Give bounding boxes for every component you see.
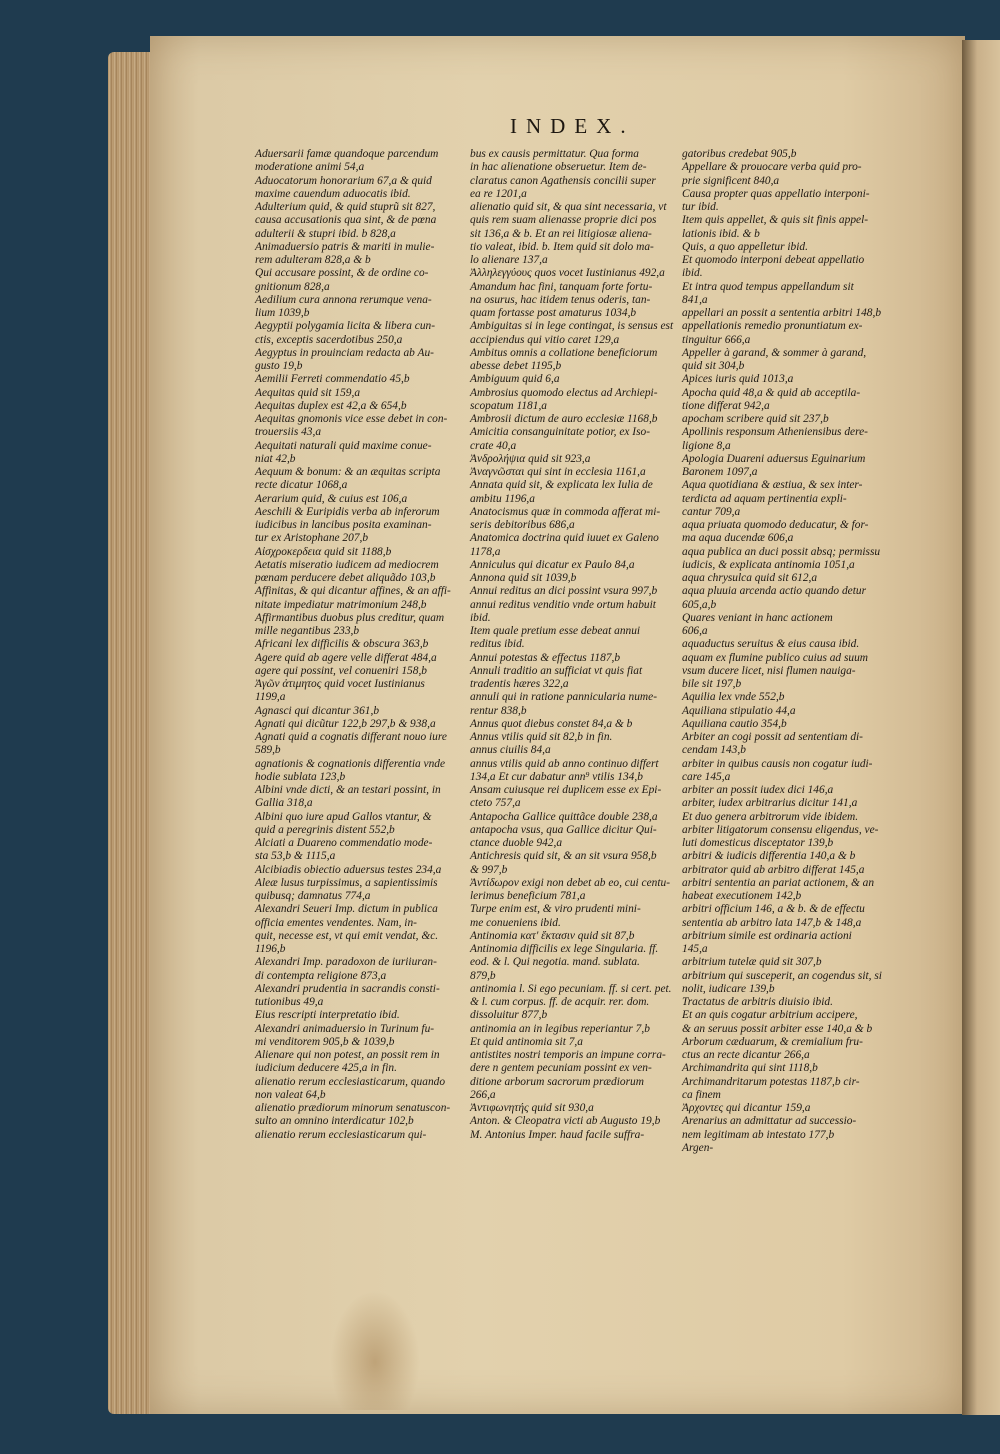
index-entry: Aeschili & Euripidis verba ab inferorum iudicibus in lancibus posita examinan- tur ex Aristophane 207,b <box>255 505 440 545</box>
index-entry: agnationis & cognationis differentia vnde hodie sublata 123,b <box>255 757 446 783</box>
index-entry: Agere quid ab agere velle differat 484,a agere qui possint, vel conueniri 158,b <box>255 651 437 677</box>
index-entry: Ambrosius quomodo electus ad Archiepi- scopatum 1181,a <box>470 386 658 412</box>
index-entry: arbitrium qui susceperit, an cogendus sit, si nolit, iudicare 139,b <box>682 969 882 995</box>
index-entry: Quares veniant in hanc actionem 606,a <box>682 611 833 637</box>
water-stain <box>330 1290 420 1410</box>
index-entry: aqua priuata quomodo deducatur, & for- ma aqua ducendæ 606,a <box>682 519 869 545</box>
index-entry: Antinomia difficilis ex lege Singularia. ff. eod. & l. Qui negotia. mand. sublata. 879,b <box>470 943 659 982</box>
index-entry: Arborum cæduarum, & cremialium fru- ctus an recte dicantur 266,a <box>682 1035 863 1061</box>
index-entry: Aequitas gnomonis vice esse debet in con- trouersiis 43,a <box>255 413 448 439</box>
index-entry: Ambitus omnis a collatione beneficiorum abesse debet 1195,b <box>470 346 658 372</box>
index-entry: Ἀρχοντες qui dicantur 159,a <box>682 1102 811 1114</box>
index-entry: Aequitas duplex est 42,a & 654,b <box>255 399 407 412</box>
index-entry: Alexandri animaduersio in Turinum fu- mi venditorem 905,b & 1039,b <box>255 1022 435 1048</box>
index-entry: Affinitas, & qui dicantur affines, & an affi- nitate impediatur matrimonium 248,b <box>255 585 451 611</box>
index-entry: Albini vnde dicti, & an testari possint, in Gallia 318,a <box>255 784 441 810</box>
index-entry: Alcibiadis obiectio aduersus testes 234,a <box>255 863 442 876</box>
index-entry: Annona quid sit 1039,b <box>470 572 577 584</box>
index-entry: bus ex causis permittatur. Qua forma in hac alienatione obseruetur. Item de- claratus canon Agathensis concilii super ea re 1201,a <box>470 148 656 200</box>
index-entry: Alexandri Imp. paradoxon de iuriiuran- di contempta religione 873,a <box>255 956 437 982</box>
index-entry: M. Antonius Imper. haud facile suffra- <box>470 1128 645 1141</box>
index-entry: Agnati qui dicũtur 122,b 297,b & 938,a <box>255 717 436 730</box>
index-entry: antinomia an in legibus reperiantur 7,b Et quid antinomia sit 7,a <box>470 1022 650 1048</box>
index-entry: Aquilia lex vnde 552,b <box>682 691 785 704</box>
index-entry: Anniculus qui dicatur ex Paulo 84,a <box>470 558 635 571</box>
index-entry: Aleæ lusus turpissimus, a sapientissimis quibusq; damnatus 774,a <box>255 876 438 902</box>
index-entry: Antichresis quid sit, & an sit vsura 958,b & 997,b <box>470 850 657 876</box>
index-entry: Aquiliana cautio 354,b <box>682 717 787 730</box>
index-entry: aqua pluuia arcenda actio quando detur 605,a,b <box>682 585 867 611</box>
index-entry: Et an quis cogatur arbitrium accipere, & an seruus possit arbiter esse 140,a & b <box>682 1009 873 1035</box>
index-entry: Affirmantibus duobus plus creditur, quam mille negantibus 233,b <box>255 611 445 637</box>
index-entry: Ἀνδρολήψια quid sit 923,a <box>470 452 591 465</box>
index-column-3 <box>682 148 904 1155</box>
index-entry: Aedilium cura annona rerumque vena- lium 1039,b <box>255 293 432 319</box>
index-entry: Aduocatorum honorarium 67,a & quid maxime cauendum aduocatis ibid. <box>255 174 432 200</box>
index-entry: Anatocismus quæ in commoda afferat mi- seris debitoribus 686,a <box>470 505 661 531</box>
index-entry: Alciati a Duareno commendatio mode- sta 53,b & 1115,a <box>255 837 433 863</box>
index-entry: Alexandri Seueri Imp. dictum in publica officia ementes vendentes. Nam, in- quit, necesse est, vt qui emit vendat, &c. 1196,b <box>255 903 439 955</box>
index-entry: Aqua quotidiana & æstiua, & sex inter- terdicta ad aquam pertinentia expli- cantur 709,a <box>682 479 863 518</box>
index-entry: arbiter, iudex arbitrarius dicitur 141,a Et duo genera arbitrorum vide ibidem. <box>682 797 859 823</box>
index-entry: Ἀντίδωρον exigi non debet ab eo, cui centu- lerimus beneficium 781,a <box>470 876 670 902</box>
index-entry: Antapocha Gallice quittãce double 238,a antapocha vsus, qua Gallice dicitur Qui- ctance duoble 942,a <box>470 810 658 849</box>
index-entry: Aetatis miseratio iudicem ad mediocrem pœnam perducere debet aliquãdo 103,b <box>255 558 439 584</box>
index-entry: annus vtilis quid ab anno continuo differt 134,a Et cur dabatur ann⁹ vtilis 134,b <box>470 757 659 783</box>
facing-page-edge <box>962 40 1000 1415</box>
index-entry: Apologia Duareni aduersus Eguinarium Baronem 1097,a <box>682 452 866 478</box>
index-entry: alienatio quid sit, & qua sint necessaria, vt quis rem suam alienasse proprie dici pos sit 136,a & b. Et an rei litigiosæ aliena- tio valeat, ibid. b. Item quid sit dolo ma- lo alienare 137,a <box>470 201 667 266</box>
index-entry: Ἀλληλεγγύους quos vocet Iustinianus 492,a <box>470 267 665 280</box>
index-entry: Aduersarii famæ quandoque parcendum moderatione animi 54,a <box>255 148 439 174</box>
index-entry: Ἀναγνῶσται qui sint in ecclesia 1161,a <box>470 466 646 478</box>
index-entry: Alexandri prudentia in sacrandis consti- tutionibus 49,a <box>255 982 440 1008</box>
index-entry: Anton. & Cleopatra victi ab Augusto 19,b <box>470 1115 661 1128</box>
index-entry: arbiter an possit iudex dici 146,a <box>682 784 834 796</box>
index-entry: alienatio rerum ecclesiasticarum, quando non valeat 64,b <box>255 1075 446 1101</box>
index-entry: Appeller à garand, & sommer à garand, quid sit 304,b <box>682 346 867 372</box>
index-entry: Argen- <box>682 1141 714 1154</box>
index-entry: Item quis appellet, & quis sit finis appel- lationis ibid. & b <box>682 214 869 240</box>
index-entry: Ambiguum quid 6,a <box>470 373 560 386</box>
index-entry: arbitri & iudicis differentia 140,a & b <box>682 850 856 863</box>
index-entry: Adulterium quid, & quid stuprũ sit 827, causa accusationis qua sint, & de pœna adulterii & stupri ibid. b 828,a <box>255 201 437 240</box>
page-title: INDEX. <box>510 114 635 138</box>
index-entry: aqua publica an duci possit absq; permissu iudicis, & explicata antinomia 1051,a <box>682 545 881 571</box>
index-entry: Appellare & prouocare verba quid pro- prie significent 840,a <box>682 161 862 187</box>
index-entry: alienatio rerum ecclesiasticarum qui- <box>255 1128 427 1141</box>
index-entry: Amandum hac fini, tanquam forte fortu- na osurus, hac itidem tenus oderis, tan- quam fortasse post amaturus 1034,b <box>470 280 653 319</box>
index-entry: aqua chrysulca quid sit 612,a <box>682 572 818 584</box>
index-entry: apocham scribere quid sit 237,b <box>682 413 829 425</box>
index-entry: Aequitati naturali quid maxime conue- niat 42,b <box>255 439 432 465</box>
index-entry: Tractatus de arbitris diuisio ibid. <box>682 996 833 1008</box>
index-entry: Archimandrita qui sint 1118,b <box>682 1062 818 1075</box>
index-entry: Arenarius an admittatur ad successio- nem legitimam ab intestato 177,b <box>682 1115 857 1141</box>
index-column-2 <box>470 148 688 1142</box>
index-entry: Apollinis responsum Atheniensibus dere- ligione 8,a <box>682 426 868 452</box>
index-entry: Ansam cuiusque rei duplicem esse ex Epi- cteto 757,a <box>470 784 662 810</box>
index-entry: Eius rescripti interpretatio ibid. <box>255 1009 400 1022</box>
index-entry: Arbiter an cogi possit ad sententiam di- cendam 143,b <box>682 731 863 757</box>
index-entry: arbitrator quid ab arbitro differat 145,a <box>682 863 865 876</box>
index-entry: Apices iuris quid 1013,a <box>682 373 794 386</box>
index-entry: arbitri sententia an pariat actionem, & an habeat executionem 142,b <box>682 876 875 902</box>
index-entry: Archimandritarum potestas 1187,b cir- ca finem <box>682 1075 860 1101</box>
index-entry: Annus vtilis quid sit 82,b in fin. annus ciuilis 84,a <box>470 731 613 757</box>
index-entry: Annuli traditio an sufficiat vt quis fiat tradentis hæres 322,a <box>470 664 643 690</box>
index-entry: Ambrosii dictum de auro ecclesiæ 1168,b <box>470 413 658 425</box>
index-entry: antinomia l. Si ego pecuniam. ff. si cert. pet. & l. cum corpus. ff. de acquir. rer. dom. dissoluitur 877,b <box>470 982 672 1022</box>
index-entry: Amicitia consanguinitate potior, ex Iso- crate 40,a <box>470 426 651 452</box>
index-entry: Ἀντιφωνητής quid sit 930,a <box>470 1102 594 1114</box>
index-entry: arbitrium tutelæ quid sit 307,b <box>682 956 822 969</box>
index-entry: Antinomia κατ' ἔκτασιν quid sit 87,b <box>470 929 635 942</box>
index-entry: Aerarium quid, & cuius est 106,a <box>255 492 408 505</box>
index-entry: Ambiguitas si in lege contingat, is sensus est accipiendus qui vitio caret 129,a <box>470 320 674 346</box>
index-entry: Albini quo iure apud Gallos vtantur, & quid a peregrinis distent 552,b <box>255 810 432 836</box>
index-entry: appellari an possit a sententia arbitri 148,b <box>682 307 882 319</box>
index-entry: Animaduersio patris & mariti in mulie- rem adulteram 828,a & b <box>255 240 435 266</box>
index-entry: Aegyptus in prouinciam redacta ab Au- gusto 19,b <box>255 346 434 372</box>
index-entry: appellationis remedio pronuntiatum ex- tinguitur 666,a <box>682 320 863 346</box>
index-entry: Apocha quid 48,a & quid ab acceptila- tione differat 942,a <box>682 386 861 412</box>
index-entry: alienatio prædiorum minorum senatuscon- sulto an omnino interdicatur 102,b <box>255 1102 451 1128</box>
index-entry: Alienare qui non potest, an possit rem in iudicium deducere 425,a in fin. <box>255 1049 440 1075</box>
index-entry: arbitrium simile est ordinaria actioni 145,a <box>682 929 852 955</box>
index-entry: aquaductus seruitus & eius causa ibid. aquam ex flumine publico cuius ad suum vsum ducere licet, nisi flumen nauiga- bile sit 197,b <box>682 638 869 690</box>
index-entry: Anatomica doctrina quid iuuet ex Galeno 1178,a <box>470 532 659 558</box>
index-entry: arbiter in quibus causis non cogatur iudi- care 145,a <box>682 757 873 783</box>
index-entry: Aegyptii polygamia licita & libera cun- ctis, exceptis sacerdotibus 250,a <box>255 320 435 346</box>
index-entry: gatoribus credebat 905,b <box>682 148 797 160</box>
index-entry: Causa propter quas appellatio interponi- tur ibid. <box>682 187 870 213</box>
index-entry: Aquiliana stipulatio 44,a <box>682 704 796 717</box>
index-entry: Africani lex difficilis & obscura 363,b <box>255 638 429 651</box>
index-entry: Annus quot diebus constet 84,a & b <box>470 717 633 730</box>
index-entry: Annui potestas & effectus 1187,b <box>470 651 621 664</box>
index-entry: Turpe enim est, & viro prudenti mini- me conueniens ibid. <box>470 903 641 929</box>
index-entry: Et intra quod tempus appellandum sit 841,a <box>682 280 854 306</box>
index-entry: Agnasci qui dicantur 361,b <box>255 704 380 717</box>
index-entry: arbitri officium 146, a & b. & de effectu sententia ab arbitro lata 147,b & 148,a <box>682 903 865 929</box>
index-entry: Annui reditus an dici possint vsura 997,b annui reditus venditio vnde ortum habuit ibid. <box>470 585 658 624</box>
index-entry: Annata quid sit, & explicata lex Iulia de ambitu 1196,a <box>470 479 653 505</box>
index-entry: Item quale pretium esse debeat annui reditus ibid. <box>470 625 641 651</box>
index-entry: Aequum & bonum: & an æquitas scripta recte dicatur 1068,a <box>255 466 441 492</box>
index-entry: Ἀγῶν ἀτιμητος quid vocet Iustinianus 1199,a <box>255 678 425 704</box>
index-entry: antistites nostri temporis an impune corra- dere n gentem pecuniam possint ex ven- ditione arborum sacrorum prædiorum 266,a <box>470 1049 666 1101</box>
index-entry: Quis, a quo appelletur ibid. <box>682 240 808 253</box>
index-entry: Aemilii Ferreti commendatio 45,b <box>255 373 410 386</box>
index-entry: Et quomodo interponi debeat appellatio ibid. <box>682 254 865 280</box>
index-column-1 <box>255 148 463 1142</box>
index-entry: Agnati quid a cognatis differant nouo iure 589,b <box>255 731 447 757</box>
index-entry: Aequitas quid sit 159,a <box>255 386 361 399</box>
index-entry: arbiter litigatorum consensu eligendus, ve- luti domesticus disceptator 139,b <box>682 823 879 849</box>
index-entry: Qui accusare possint, & de ordine co- gnitionum 828,a <box>255 267 429 293</box>
index-entry: annuli qui in ratione pannicularia nume- rentur 838,b <box>470 691 657 717</box>
index-entry: Αἰσχροκερδεια quid sit 1188,b <box>255 545 392 558</box>
